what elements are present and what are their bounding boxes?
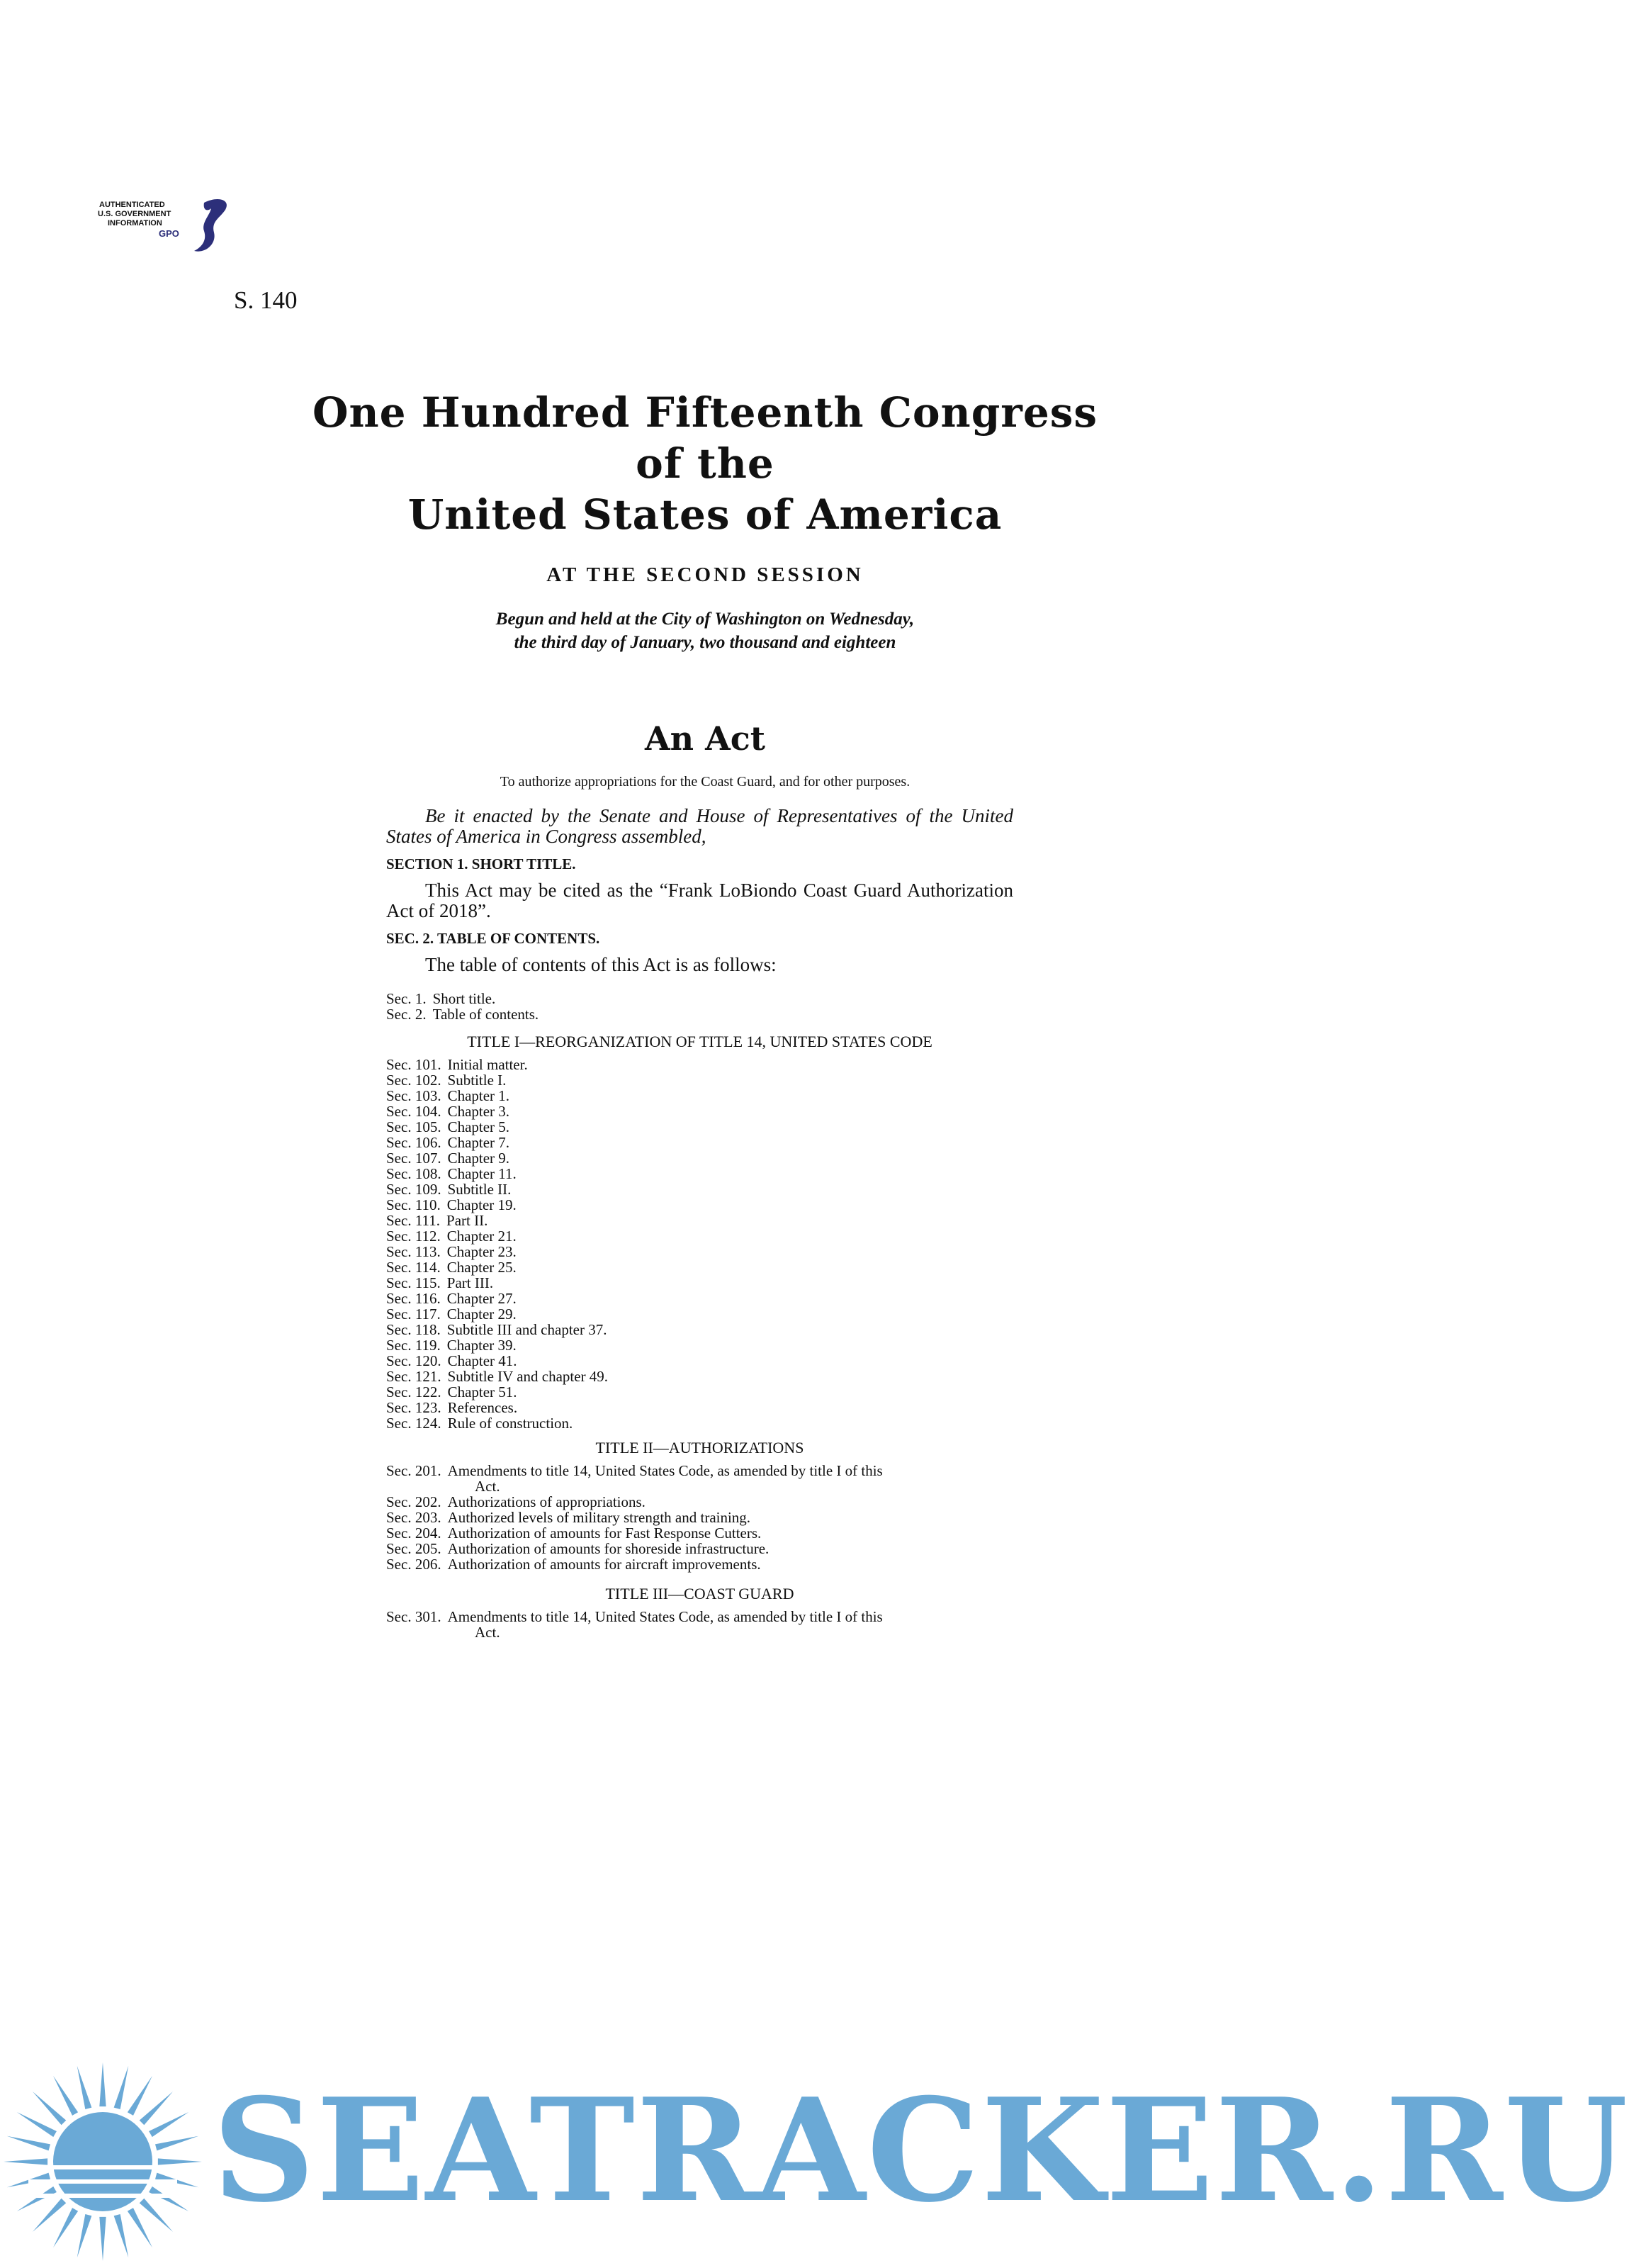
sun-ray bbox=[4, 2158, 47, 2165]
toc-entry-number: Sec. 102. bbox=[386, 1072, 441, 1089]
act-heading: An Act bbox=[644, 719, 766, 758]
toc-entry-text: Chapter 29. bbox=[446, 1306, 517, 1323]
toc-entry-text: References. bbox=[447, 1399, 518, 1416]
sun-ray bbox=[149, 2186, 188, 2211]
toc-entry bbox=[386, 1135, 1013, 1150]
toc-entry-number: Sec. 118. bbox=[386, 1321, 441, 1338]
toc-entry-number: Sec. 108. bbox=[386, 1165, 441, 1182]
watermark-text: SEATRACKER.RU bbox=[213, 2067, 1629, 2234]
sun-ray bbox=[17, 2112, 57, 2137]
toc-entry-number: Sec. 103. bbox=[386, 1087, 441, 1104]
toc-entry-number: Sec. 107. bbox=[386, 1150, 441, 1167]
session-heading: AT THE SECOND SESSION bbox=[546, 563, 864, 586]
toc-intro-text: The table of contents of this Act is as follows: bbox=[425, 954, 777, 975]
toc-entry bbox=[386, 1181, 1013, 1197]
sun-ray bbox=[149, 2112, 188, 2137]
toc-entry bbox=[386, 1541, 1013, 1556]
toc-entry-number: Sec. 123. bbox=[386, 1399, 441, 1416]
sun-ray bbox=[7, 2136, 50, 2151]
sun-ray bbox=[33, 2199, 66, 2232]
sun-ray bbox=[140, 2092, 173, 2125]
toc-entry-number: Sec. 114. bbox=[386, 1259, 441, 1276]
begun-line1: Begun and held at the City of Washington on Wednesday, bbox=[495, 610, 915, 629]
toc-entry-text: Chapter 19. bbox=[446, 1196, 517, 1213]
toc-entry-text: Chapter 51. bbox=[447, 1383, 517, 1400]
toc-entry bbox=[386, 1337, 1013, 1353]
sun-ray bbox=[140, 2199, 173, 2232]
toc-entry bbox=[386, 1353, 1013, 1369]
toc-entry-text: Chapter 9. bbox=[447, 1150, 510, 1167]
title1-toc-list bbox=[386, 1057, 1013, 1431]
toc-entry-text: Chapter 39. bbox=[446, 1337, 517, 1354]
congress-title-line3: United States of America bbox=[407, 490, 1003, 539]
toc-entry bbox=[386, 1463, 1013, 1478]
toc-entry-number: Sec. 205. bbox=[386, 1540, 441, 1557]
toc-entry-number: Sec. 109. bbox=[386, 1181, 441, 1198]
bill-number: S. 140 bbox=[234, 286, 298, 314]
toc-entry-number: Sec. 110. bbox=[386, 1196, 441, 1213]
toc-entry bbox=[386, 1369, 1013, 1384]
sun-ray bbox=[99, 2062, 106, 2106]
toc-entry-number: Sec. 2. bbox=[386, 1006, 427, 1023]
toc-entry bbox=[386, 1228, 1013, 1244]
sun-ray bbox=[99, 2217, 106, 2261]
toc-entry-text: Chapter 23. bbox=[446, 1243, 517, 1260]
toc-entry-number: Sec. 301. bbox=[386, 1608, 441, 1625]
toc-entry-text: Part III. bbox=[446, 1274, 494, 1291]
toc-entry bbox=[386, 1556, 1013, 1572]
toc-entry-number: Sec. 119. bbox=[386, 1337, 441, 1354]
toc-entry-text: Chapter 21. bbox=[446, 1228, 517, 1245]
toc-entry-number: Sec. 204. bbox=[386, 1525, 441, 1542]
toc-entry-number: Sec. 203. bbox=[386, 1509, 441, 1526]
toc-entry-text: Initial matter. bbox=[447, 1056, 528, 1073]
toc-entry bbox=[386, 1494, 1013, 1510]
section2-heading: SEC. 2. TABLE OF CONTENTS. bbox=[386, 930, 600, 947]
toc-entry-number: Sec. 113. bbox=[386, 1243, 441, 1260]
section1-heading: SECTION 1. SHORT TITLE. bbox=[386, 855, 576, 872]
toc-entry-text: Subtitle IV and chapter 49. bbox=[447, 1368, 609, 1385]
toc-entry-number: Sec. 105. bbox=[386, 1118, 441, 1135]
toc-entry-text: Chapter 11. bbox=[447, 1165, 517, 1182]
seal-line2: U.S. GOVERNMENT bbox=[98, 210, 171, 218]
toc-entry bbox=[386, 1072, 1013, 1088]
toc-entry bbox=[386, 1510, 1013, 1525]
congress-title-line1: One Hundred Fifteenth Congress bbox=[312, 388, 1098, 437]
toc-entry-text: Chapter 41. bbox=[447, 1352, 517, 1369]
sun-ray bbox=[158, 2158, 202, 2165]
sun-ray bbox=[128, 2208, 152, 2247]
sun-ray bbox=[155, 2136, 198, 2151]
seal-line1: AUTHENTICATED bbox=[99, 201, 165, 209]
toc-entry-text: Short title. bbox=[432, 990, 496, 1007]
toc-entry bbox=[386, 1525, 1013, 1541]
toc-entry bbox=[386, 1104, 1013, 1119]
toc-entry-text: Rule of construction. bbox=[447, 1415, 573, 1432]
toc-entry-continuation: Act. bbox=[475, 1624, 500, 1641]
sun-ray bbox=[53, 2208, 78, 2247]
toc-entry-text: Chapter 25. bbox=[446, 1259, 517, 1276]
toc-entry bbox=[386, 1275, 1013, 1291]
sun-ray bbox=[17, 2186, 57, 2211]
sun-ray bbox=[53, 2076, 78, 2116]
toc-entry bbox=[386, 1306, 1013, 1322]
toc-entry-text: Chapter 1. bbox=[447, 1087, 510, 1104]
sun-ray bbox=[114, 2214, 129, 2257]
toc-entry-text: Subtitle I. bbox=[447, 1072, 507, 1089]
toc-entry bbox=[386, 1244, 1013, 1259]
toc-entry bbox=[386, 1609, 1013, 1624]
title1-heading: TITLE I—REORGANIZATION OF TITLE 14, UNITED STATES CODE bbox=[467, 1033, 932, 1050]
toc-entry-number: Sec. 115. bbox=[386, 1274, 441, 1291]
toc-entry-text: Authorization of amounts for aircraft improvements. bbox=[447, 1556, 761, 1573]
toc-entry-number: Sec. 202. bbox=[386, 1493, 441, 1510]
toc-entry-number: Sec. 117. bbox=[386, 1306, 441, 1323]
title3-heading: TITLE III—COAST GUARD bbox=[605, 1585, 794, 1602]
toc-entry-text: Chapter 3. bbox=[447, 1103, 510, 1120]
short-title-text: This Act may be cited as the “Frank LoBiondo Coast Guard Authorization Act of 2018”. bbox=[386, 880, 1013, 921]
toc-entry-number: Sec. 116. bbox=[386, 1290, 441, 1307]
act-purpose: To authorize appropriations for the Coast Guard, and for other purposes. bbox=[500, 774, 911, 790]
sun-ray bbox=[128, 2076, 152, 2116]
toc-entry-number: Sec. 111. bbox=[386, 1212, 441, 1229]
toc-entry-number: Sec. 120. bbox=[386, 1352, 441, 1369]
toc-entry bbox=[386, 1213, 1013, 1228]
toc-entry bbox=[386, 1400, 1013, 1415]
toc-intro-list bbox=[386, 991, 1013, 1022]
toc-entry bbox=[386, 1415, 1013, 1431]
seal-line3: INFORMATION bbox=[108, 219, 162, 228]
toc-entry-number: Sec. 112. bbox=[386, 1228, 441, 1245]
toc-entry-number: Sec. 122. bbox=[386, 1383, 441, 1400]
toc-entry-number: Sec. 1. bbox=[386, 990, 427, 1007]
gpo-authentication-seal bbox=[98, 190, 232, 261]
sun-ray bbox=[77, 2214, 92, 2257]
seal-line4: GPO bbox=[159, 228, 179, 239]
toc-entry-number: Sec. 101. bbox=[386, 1056, 441, 1073]
toc-entry bbox=[386, 1088, 1013, 1104]
toc-entry bbox=[386, 1384, 1013, 1400]
toc-entry-text: Part II. bbox=[446, 1212, 488, 1229]
sun-ray bbox=[77, 2066, 92, 2109]
toc-entry-continuation: Act. bbox=[475, 1478, 500, 1495]
toc-entry-text: Amendments to title 14, United States Code, as amended by title I of this bbox=[447, 1608, 883, 1625]
toc-entry-text: Authorization of amounts for shoreside infrastructure. bbox=[447, 1540, 770, 1557]
gpo-eagle-icon bbox=[98, 190, 232, 261]
toc-entry-text: Chapter 5. bbox=[447, 1118, 510, 1135]
toc-entry bbox=[386, 1197, 1013, 1213]
sun-ray bbox=[33, 2092, 66, 2125]
toc-entry-number: Sec. 206. bbox=[386, 1556, 441, 1573]
enacting-clause: Be it enacted by the Senate and House of Representatives of the United States of America in Congress assembled, bbox=[386, 805, 1013, 847]
toc-entry bbox=[386, 1291, 1013, 1306]
toc-entry-number: Sec. 124. bbox=[386, 1415, 441, 1432]
toc-entry-text: Authorizations of appropriations. bbox=[447, 1493, 646, 1510]
watermark-sun-icon bbox=[0, 2059, 205, 2264]
toc-entry-text: Authorization of amounts for Fast Response Cutters. bbox=[447, 1525, 762, 1542]
toc-entry bbox=[386, 1259, 1013, 1275]
toc-entry-number: Sec. 104. bbox=[386, 1103, 441, 1120]
congress-title-line2: of the bbox=[636, 439, 774, 488]
begun-line2: the third day of January, two thousand and eighteen bbox=[514, 633, 896, 652]
toc-entry-number: Sec. 121. bbox=[386, 1368, 441, 1385]
toc-entry bbox=[386, 1166, 1013, 1181]
toc-entry-text: Table of contents. bbox=[432, 1006, 539, 1023]
title3-toc-list bbox=[386, 1609, 1013, 1640]
title2-toc-list bbox=[386, 1463, 1013, 1572]
toc-entry-number: Sec. 201. bbox=[386, 1462, 441, 1479]
toc-entry bbox=[386, 991, 1013, 1006]
toc-entry-text: Chapter 27. bbox=[446, 1290, 517, 1307]
toc-entry-text: Subtitle III and chapter 37. bbox=[446, 1321, 607, 1338]
toc-entry bbox=[386, 1057, 1013, 1072]
toc-entry-text: Amendments to title 14, United States Code, as amended by title I of this bbox=[447, 1462, 883, 1479]
toc-entry bbox=[386, 1006, 1013, 1022]
toc-entry bbox=[386, 1150, 1013, 1166]
toc-entry-number: Sec. 106. bbox=[386, 1134, 441, 1151]
toc-entry-text: Chapter 7. bbox=[447, 1134, 510, 1151]
toc-entry bbox=[386, 1322, 1013, 1337]
title2-heading: TITLE II—AUTHORIZATIONS bbox=[595, 1439, 804, 1456]
toc-entry-text: Subtitle II. bbox=[447, 1181, 512, 1198]
sun-ray bbox=[114, 2066, 129, 2109]
toc-entry bbox=[386, 1119, 1013, 1135]
toc-entry-text: Authorized levels of military strength and training. bbox=[447, 1509, 751, 1526]
